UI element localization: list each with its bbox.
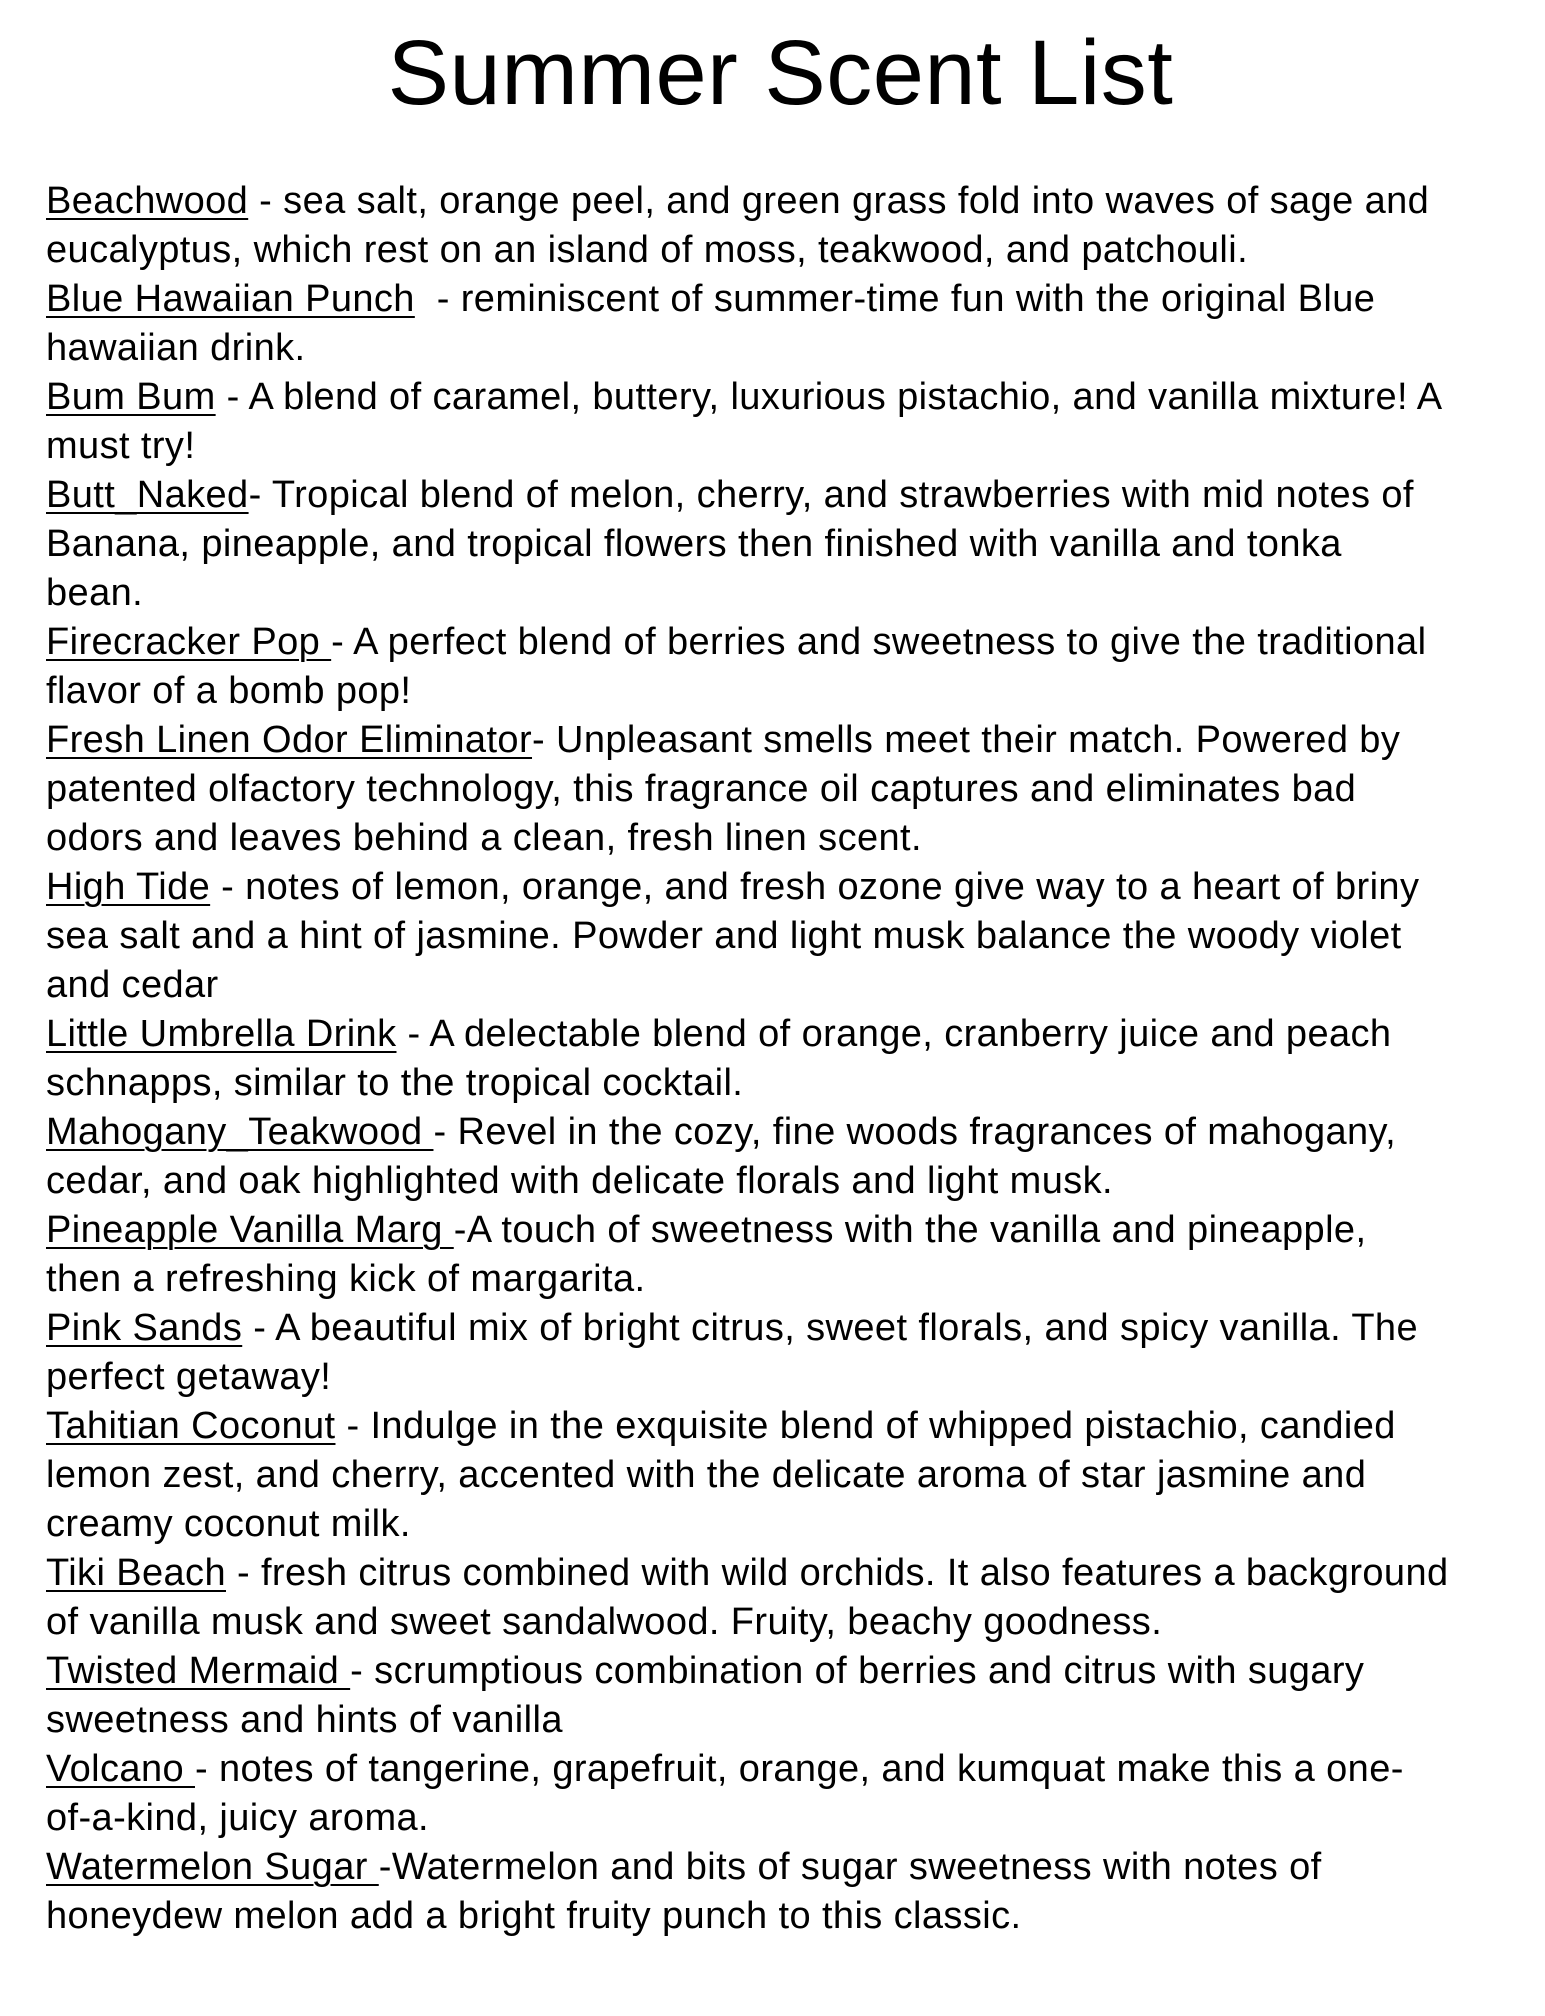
scent-entry: Volcano - notes of tangerine, grapefruit, orange, and kumquat make this a one- of-a-kind, juicy aroma. [46,1748,1404,1839]
scent-name: Tiki Beach [46,1552,226,1594]
scent-name: Fresh Linen Odor Eliminator [46,719,533,761]
scent-name: Pink Sands [46,1307,243,1349]
scent-entry: Bum Bum - A blend of caramel, buttery, luxurious pistachio, and vanilla mixture! A must try! [46,376,1443,467]
scent-entry: Twisted Mermaid - scrumptious combination of berries and citrus with sugary sweetness and hints of vanilla [46,1650,1365,1741]
scent-entry: Little Umbrella Drink - A delectable blend of orange, cranberry juice and peach schnapps, similar to the tropical cocktail. [46,1013,1392,1104]
scent-entry: Tahitian Coconut - Indulge in the exquisite blend of whipped pistachio, candied lemon zest, and cherry, accented with the delicate aroma of star jasmine and creamy coconut milk. [46,1405,1396,1545]
scent-entry: Tiki Beach - fresh citrus combined with wild orchids. It also features a background of vanilla musk and sweet sandalwood. Fruity, beachy goodness. [46,1552,1449,1643]
scent-name: Little Umbrella Drink [46,1013,397,1055]
scent-name: Beachwood [46,180,249,222]
scent-entry: Watermelon Sugar -Watermelon and bits of sugar sweetness with notes of honeydew melon add a bright fruity punch to this classic. [46,1846,1322,1937]
scent-name: Pineapple Vanilla Marg [46,1209,454,1251]
scent-entry: Pineapple Vanilla Marg -A touch of sweetness with the vanilla and pineapple, then a refreshing kick of margarita. [46,1209,1367,1300]
scent-name: Butt_Naked [46,474,249,516]
scent-entry: High Tide - notes of lemon, orange, and fresh ozone give way to a heart of briny sea salt and a hint of jasmine. Powder and light musk balance the woody violet and cedar [46,866,1420,1006]
scent-entry: Pink Sands - A beautiful mix of bright citrus, sweet florals, and spicy vanilla. The perfect getaway! [46,1307,1418,1398]
scent-entry: Beachwood - sea salt, orange peel, and green grass fold into waves of sage and eucalyptus, which rest on an island of moss, teakwood, and patchouli. [46,180,1430,271]
document-page [0,16,1545,1941]
scent-name: Mahogany_Teakwood [46,1111,434,1153]
scent-entry: Mahogany_Teakwood - Revel in the cozy, fine woods fragrances of mahogany, cedar, and oak highlighted with delicate florals and light musk. [46,1111,1397,1202]
scent-name: Blue Hawaiian Punch [46,278,415,320]
scent-entry: Blue Hawaiian Punch - reminiscent of summer-time fun with the original Blue hawaiian drink. [46,278,1376,369]
scent-name: Watermelon Sugar [46,1846,379,1888]
page-title: Summer Scent List [387,22,1174,124]
scent-entry: Firecracker Pop - A perfect blend of berries and sweetness to give the traditional flavor of a bomb pop! [46,621,1427,712]
scent-list [46,177,1515,1941]
scent-name: Tahitian Coconut [46,1405,336,1447]
scent-name: High Tide [46,866,211,908]
scent-entry: Fresh Linen Odor Eliminator- Unpleasant smells meet their match. Powered by patented olfactory technology, this fragrance oil captures and eliminates bad odors and leaves behind a clean, fresh linen scent. [46,719,1401,859]
scent-name: Firecracker Pop [46,621,332,663]
scent-name: Twisted Mermaid [46,1650,351,1692]
scent-entry: Butt_Naked- Tropical blend of melon, cherry, and strawberries with mid notes of Banana, pineapple, and tropical flowers then finished with vanilla and tonka bean. [46,474,1414,614]
scent-name: Bum Bum [46,376,216,418]
scent-name: Volcano [46,1748,195,1790]
